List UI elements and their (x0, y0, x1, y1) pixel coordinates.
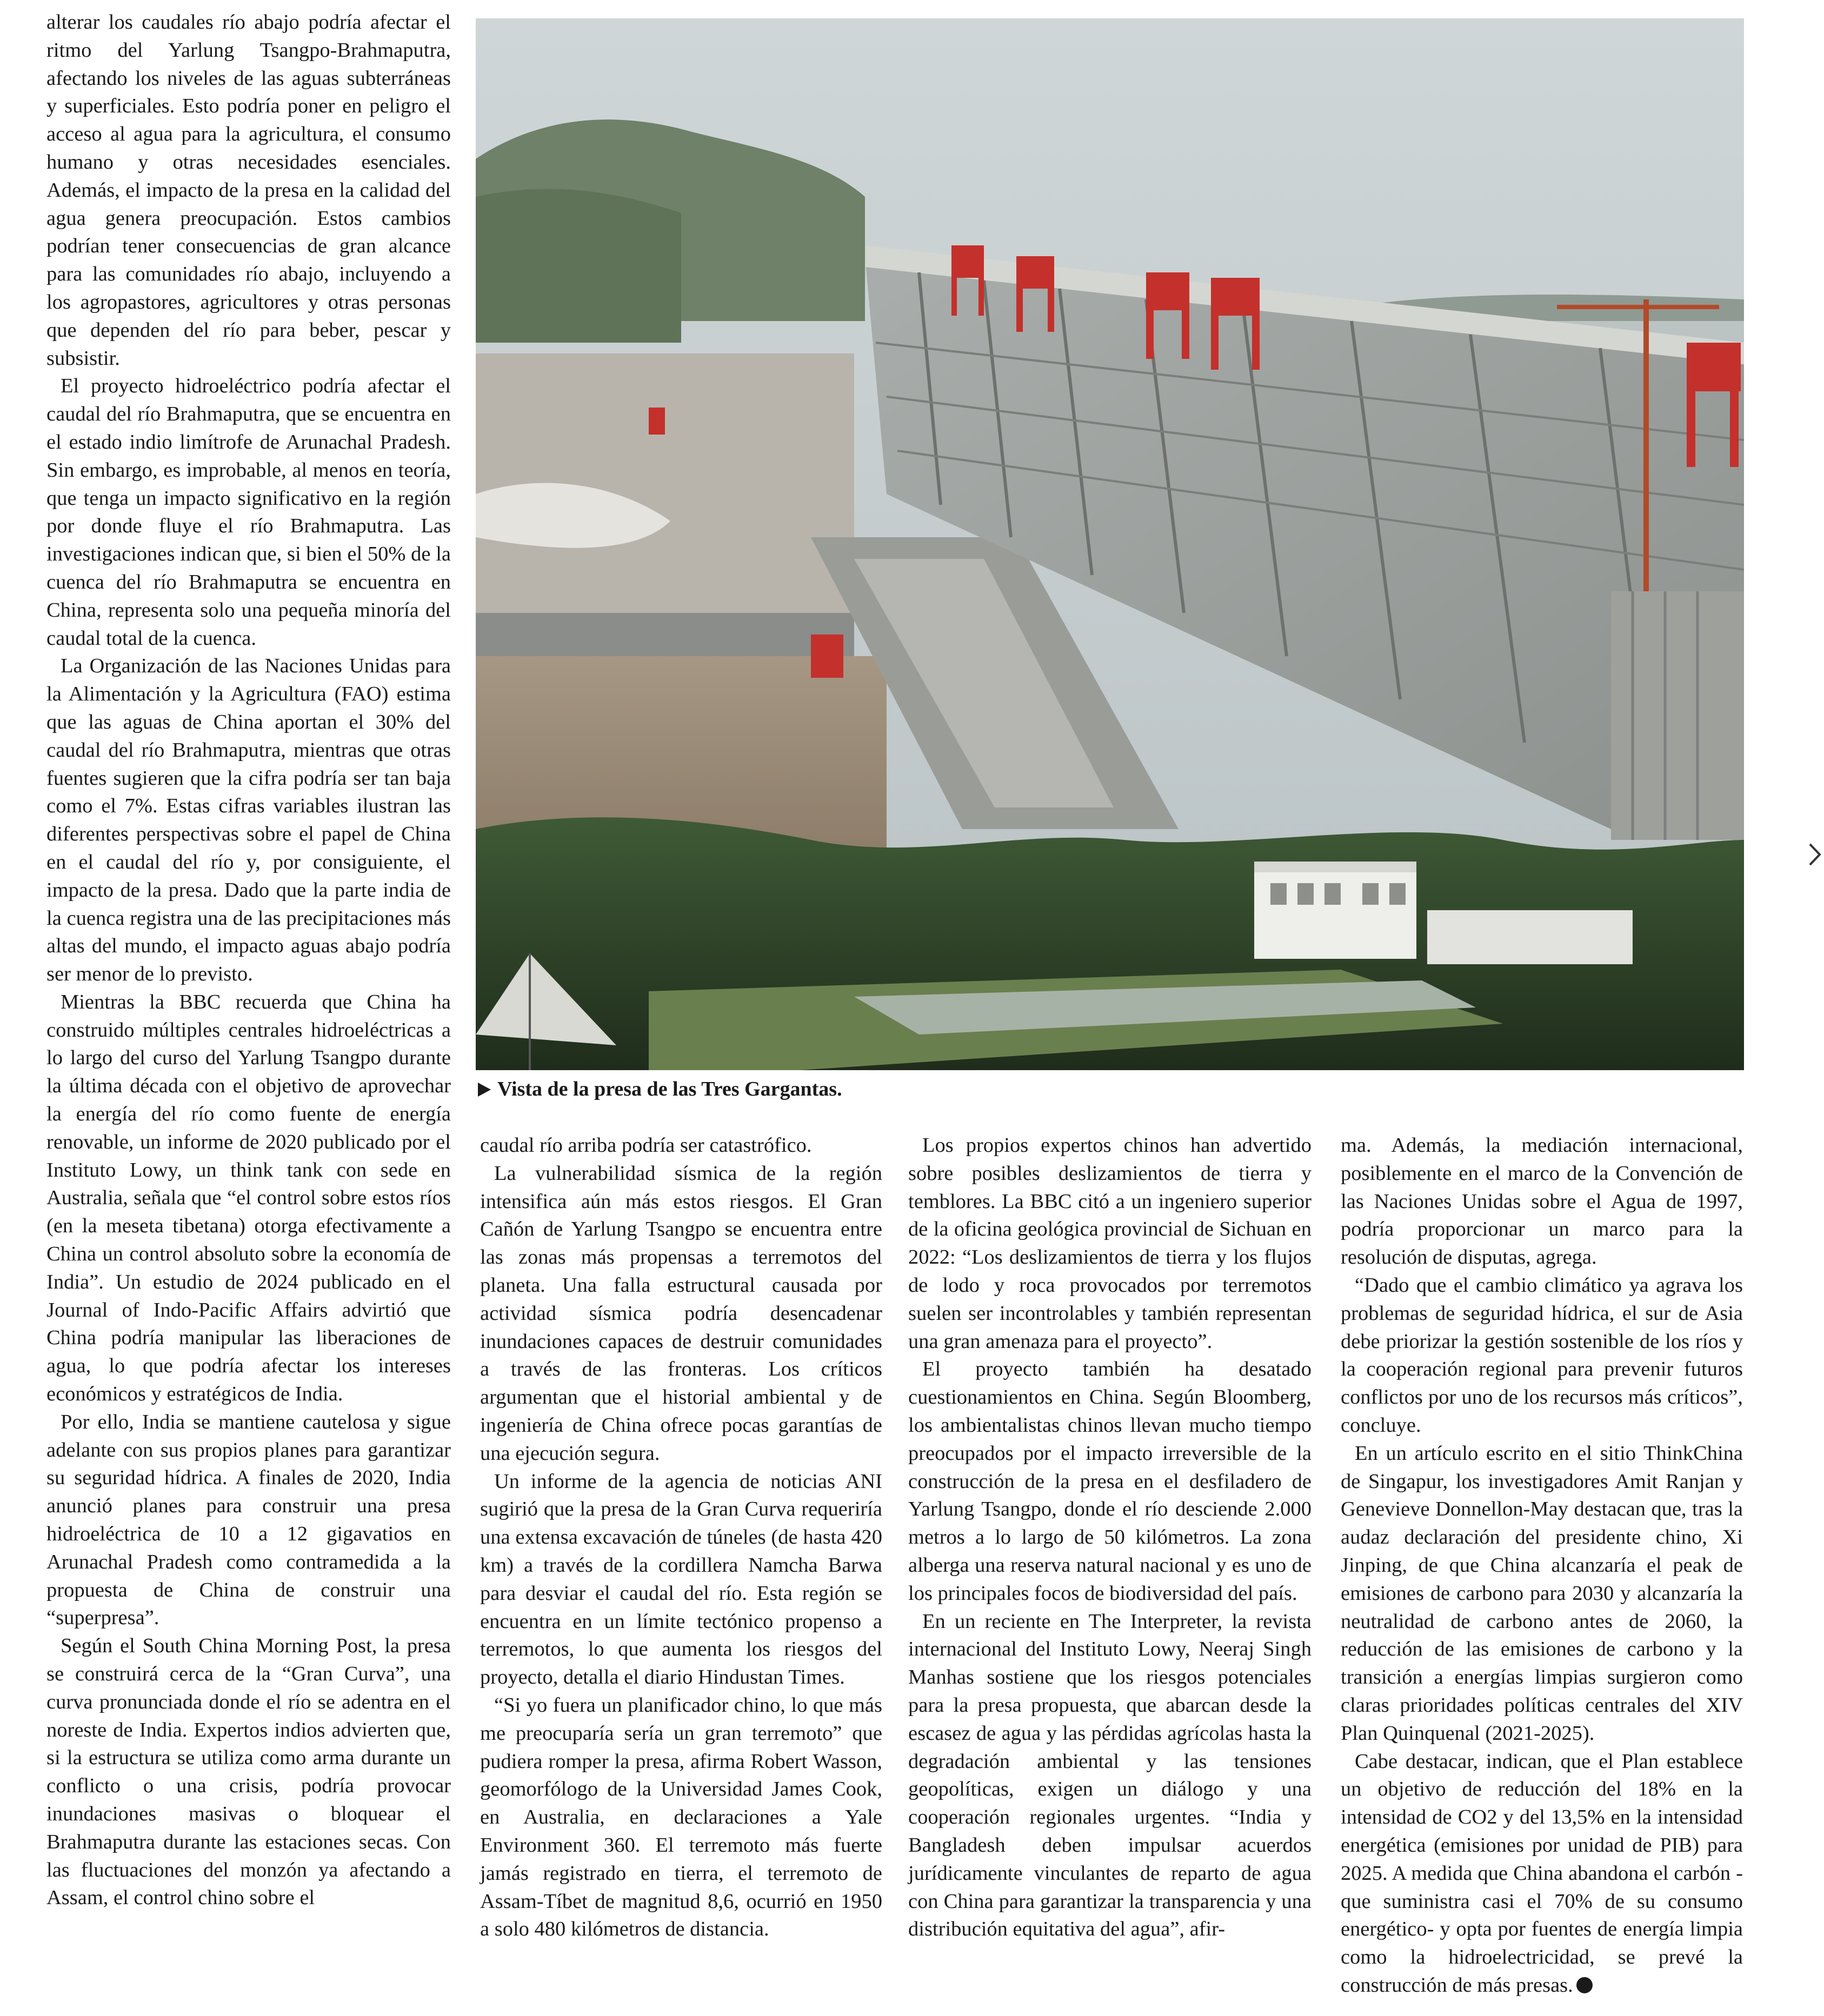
paragraph: Por ello, India se mantiene cautelosa y sigue adelante con sus propios planes para garantizar su seguridad hídrica. A finales de 2020, India anunció planes para construir una presa hidroeléctrica de 10 a 12 gigavatios en Arunachal Pradesh como contramedida a la propuesta de China de construir una “superpresa”. (46, 1410, 451, 1630)
photo-caption (478, 1076, 1743, 1103)
paragraph: ma. Además, la mediación internacional, posiblemente en el marco de la Convención de las Naciones Unidas sobre el Agua de 1997, podría proporcionar un marco para la resolución de disputas, agrega. (1341, 1134, 1743, 1269)
chevron-right-icon[interactable] (1808, 841, 1822, 868)
paragraph: “Si yo fuera un planificador chino, lo que más me preocuparía sería un gran terremoto” que pudiera romper la presa, afirma Robert Wasson, geomorfólogo de la Universidad James Cook, en Australia, en declaraciones a Yale Environment 360. El terremoto más fuerte jamás registrado en tierra, el terremoto de Assam-Tíbet de magnitud 8,6, ocurrió en 1950 a solo 480 kilómetros de distancia. (480, 1693, 882, 1941)
paragraph: caudal río arriba podría ser catastrófico. (480, 1134, 812, 1157)
paragraph: alterar los caudales río abajo podría afectar el ritmo del Yarlung Tsangpo-Brahmaputra, afectando los niveles de las aguas subterráneas y superficiales. Esto podría poner en peligro el acceso al agua para la agricultura, el consumo humano y otras necesidades esenciales. Además, el impacto de la presa en la calidad del agua genera preocupación. Estos cambios podrían tener consecuencias de gran alcance para las comunidades río abajo, incluyendo a los agropastores, agricultores y otras personas que dependen del río para beber, pescar y subsistir. (46, 11, 451, 370)
paragraph: En un reciente en The Interpreter, la revista internacional del Instituto Lowy, Neeraj Singh Manhas sostiene que los riesgos potenciales para la presa propuesta, que abarcan desde la escasez de agua y las pérdidas agrícolas hasta la degradación ambiental y las tensiones geopolíticas, exigen un diálogo y una cooperación regionales urgentes. “India y Bangladesh deben impulsar acuerdos jurídicamente vinculantes de reparto de agua con China para garantizar la transparencia y una distribución equitativa del agua”, afir- (908, 1610, 1312, 1941)
article-column-3 (908, 1132, 1312, 1944)
article-column-1 (46, 9, 451, 1912)
photo-caption-text: Vista de la presa de las Tres Gargantas. (497, 1078, 842, 1100)
paragraph: Según el South China Morning Post, la presa se construirá cerca de la “Gran Curva”, una curva pronunciada donde el río se adentra en el noreste de India. Expertos indios advierten que, si la estructura se utiliza como arma durante un conflicto o una crisis, podría provocar inundaciones masivas o bloquear el Brahmaputra durante las estaciones secas. Con las fluctuaciones del monzón ya afectando a Assam, el control chino sobre el (46, 1634, 451, 1910)
triangle-bullet-icon (478, 1083, 491, 1097)
paragraph: El proyecto también ha desatado cuestionamientos en China. Según Bloomberg, los ambientalistas chinos llevan mucho tiempo preocupados por el impacto irreversible de la construcción de la presa en el desfiladero de Yarlung Tsangpo, donde el río desciende 2.000 metros a lo largo de 50 kilómetros. La zona alberga una reserva natural nacional y es uno de los principales focos de biodiversidad del país. (908, 1358, 1312, 1605)
dam-photo (476, 18, 1744, 1070)
paragraph: “Dado que el cambio climático ya agrava los problemas de seguridad hídrica, el sur de Asia debe priorizar la gestión sostenible de los ríos y la cooperación regional para prevenir futuros conflictos por uno de los recursos más críticos”, concluye. (1341, 1273, 1743, 1437)
article-column-4 (1341, 1132, 1743, 2000)
paragraph: El proyecto hidroeléctrico podría afectar el caudal del río Brahmaputra, que se encuentra en el estado indio limítrofe de Arunachal Pradesh. Sin embargo, es improbable, al menos en teoría, que tenga un impacto significativo en la región por donde fluye el río Brahmaputra. Las investigaciones indican que, si bien el 50% de la cuenca del río Brahmaputra se encuentra en China, representa solo una pequeña minoría del caudal total de la cuenca. (46, 375, 451, 650)
paragraph: La Organización de las Naciones Unidas para la Alimentación y la Agricultura (FAO) estima que las aguas de China aportan el 30% del caudal del río Brahmaputra, mientras que otras fuentes sugieren que la cifra podría ser tan baja como el 7%. Estas cifras variables ilustran las diferentes perspectivas sobre el papel de China en el caudal del río y, por consiguiente, el impacto de la presa. Dado que la parte india de la cuenca registra una de las precipitaciones más altas del mundo, el impacto aguas abajo podría ser menor de lo previsto. (46, 655, 451, 986)
end-of-article-dot-icon (1576, 1977, 1593, 1993)
article-column-2 (480, 1132, 882, 1944)
paragraph: Los propios expertos chinos han advertido sobre posibles deslizamientos de tierra y temblores. La BBC citó a un ingeniero superior de la oficina geológica provincial de Sichuan en 2022: “Los deslizamientos de tierra y los flujos de lodo y roca provocados por terremotos suelen ser incontrolables y también representan una gran amenaza para el proyecto”. (908, 1134, 1312, 1353)
paragraph: La vulnerabilidad sísmica de la región intensifica aún más estos riesgos. El Gran Cañón de Yarlung Tsangpo se encuentra entre las zonas más propensas a terremotos del planeta. Una falla estructural causada por actividad sísmica podría desencadenar inundaciones capaces de destruir comunidades a través de las fronteras. Los críticos argumentan que el historial ambiental y de ingeniería de China ofrece pocas garantías de una ejecución segura. (480, 1161, 882, 1465)
paragraph (1341, 1748, 1743, 2000)
paragraph: Mientras la BBC recuerda que China ha construido múltiples centrales hidroeléctricas a lo largo del curso del Yarlung Tsangpo durante la última década con el objetivo de aprovechar la energía del río como fuente de energía renovable, un informe de 2020 publicado por el Instituto Lowy, un think tank con sede en Australia, señala que “el control sobre estos ríos (en la meseta tibetana) otorga efectivamente a China un control absoluto sobre la economía de India”. Un estudio de 2024 publicado en el Journal of Indo-Pacific Affairs advirtió que China podría manipular las liberaciones de agua, lo que podría afectar los intereses económicos y estratégicos de India. (46, 990, 451, 1406)
paragraph: Un informe de la agencia de noticias ANI sugirió que la presa de la Gran Curva requeriría una extensa excavación de túneles (de hasta 420 km) a través de la cordillera Namcha Barwa para desviar el caudal del río. Esta región se encuentra en un límite tectónico propenso a terremotos, lo que aumenta los riesgos del proyecto, detalla el diario Hindustan Times. (480, 1470, 882, 1689)
paragraph-text: Cabe destacar, indican, que el Plan establece un objetivo de reducción del 18% en la intensidad de CO2 y del 13,5% en la intensidad energética (emisiones por unidad de PIB) para 2025. A medida que China abandona el carbón -que suministra casi el 70% de su consumo energético- y opta por fuentes de energía limpia como la hidroelectricidad, se prevé la construcción de más presas. (1341, 1750, 1743, 1997)
paragraph: En un artículo escrito en el sitio ThinkChina de Singapur, los investigadores Amit Ranjan y Genevieve Donnellon-May destacan que, tras la audaz declaración del presidente chino, Xi Jinping, de que China alcanzaría el peak de emisiones de carbono para 2030 y alcanzaría la neutralidad de carbono antes de 2060, la reducción de las emisiones de carbono y la transición a energías limpias surgieron como claras prioridades políticas centrales del XIV Plan Quinquenal (2021-2025). (1341, 1441, 1743, 1745)
